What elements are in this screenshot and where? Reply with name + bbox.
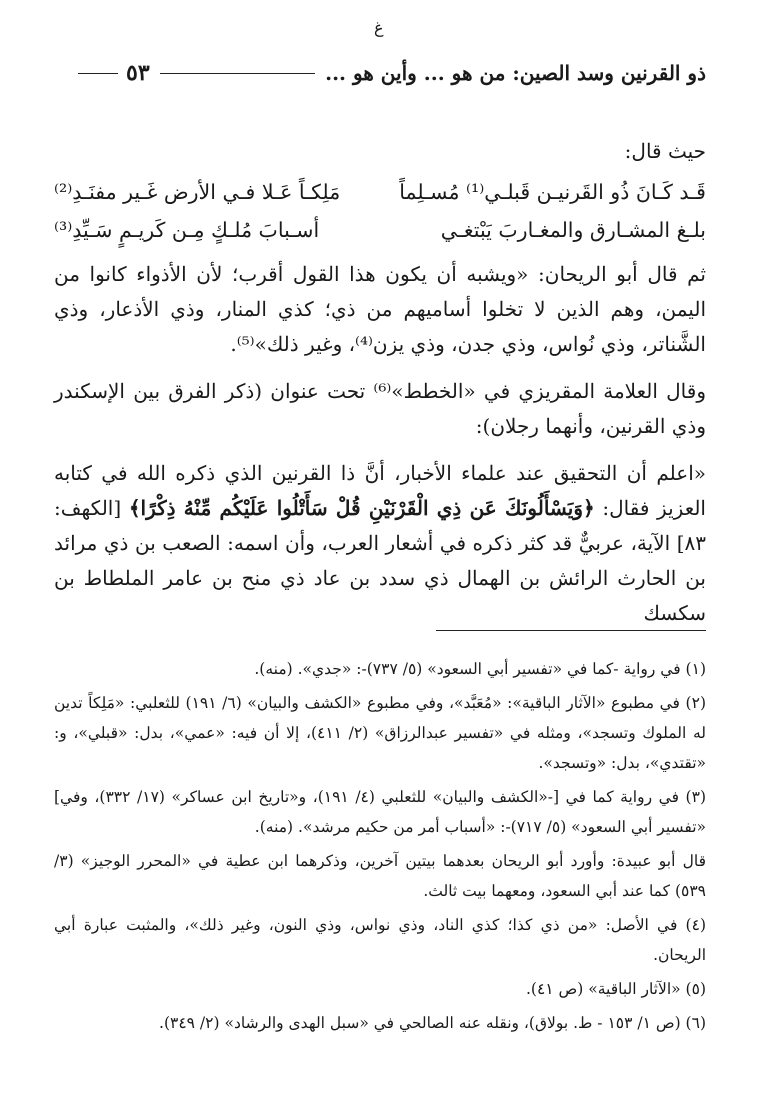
verse-line [54, 173, 706, 211]
footnote: قال أبو عبيدة: وأورد أبو الريحان بعدهما بيتين آخرين، وذكرهما ابن عطية في «المحرر الوجيز» (٣/ ٥٣٩) كما عند أبي السعود، ومعهما بيت ثالث. [54, 852, 706, 900]
footnote: (٣) في رواية كما في [-«الكشف والبيان» للثعلبي (٤/ ١٩١)، و«تاريخ ابن عساكر» (١٧/ ٣٣٢)، وفي] «تفسير أبي السعود» (٥/ ٧١٧)-: «أسباب أمر من حكيم مرشد». (منه). [54, 788, 706, 836]
header-dash [78, 73, 118, 74]
quran-verse: ﴿وَيَسْأَلُونَكَ عَن ذِي الْقَرْنَيْنِ قُلْ سَأَتْلُوا عَلَيْكُم مِّنْهُ ذِكْرًا﴾ [128, 496, 595, 520]
paragraph [54, 456, 706, 631]
footnotes [54, 654, 706, 1042]
paragraph: وقال العلامة المقريزي في «الخطط»⁽⁶⁾ تحت عنوان (ذكر الفرق بين الإسكندر وذي القرنين، وأنهما رجلان): [54, 379, 706, 438]
footnote: (٥) «الآثار الباقية» (ص ٤١). [525, 980, 706, 998]
footnote: (٢) في مطبوع «الآثار الباقية»: «مُعَبَّد»، وفي مطبوع «الكشف والبيان» (٦/ ١٩١) للثعلبي: «مَلِكاً تدين له الملوك وتسجد»، ومثله في «تفسير عبدالرزاق» (٢/ ٤١١)، إلا أن فيه: «عمي»، بدل: «قبلي»، و: «تقتدي»، بدل: «وتسجد». [54, 694, 706, 772]
paragraph: ثم قال أبو الريحان: «ويشبه أن يكون هذا القول أقرب؛ لأن الأذواء كانوا من اليمن، وهم الذين لا تخلوا أساميهم من ذي؛ كذي المنار، وذي الأذعار، وذي الشَّناتر، وذي نُواس، وذي جدن، وذي يزن⁽⁴⁾، وغير ذلك»⁽⁵⁾. [54, 262, 706, 356]
verse-first-hemistich: بلـغ المشـارق والمغـاربَ يَبْتغـي [440, 218, 706, 242]
verse-first-hemistich: قَـد كَـانَ ذُو القَرنيـن قَبلـي⁽¹⁾ مُسـلِماً [399, 180, 706, 204]
verse-second-hemistich: مَلِكـاً عَـلا فـي الأرض غَـير مفنَـدِ⁽²⁾ [54, 180, 341, 204]
footnote: (٤) في الأصل: «من ذي كذا؛ كذي الناد، وذي نواس، وذي النون، وغير ذلك»، والمثبت عبارة أبي الريحان. [54, 916, 706, 964]
page-number: ٥٣ [126, 60, 150, 86]
footnote-separator [436, 630, 706, 631]
paragraph-text: [الكهف: ٨٣] الآية، عربيٌّ قد كثر ذكره في أشعار العرب، وأن اسمه: الصعب بن ذي مرائد بن الحارث الرائش بن الهمال ذي سدد بن عاد ذي منح بن عامر الملطاط بن سكسك [54, 496, 706, 625]
footnote: (٦) (ص ١/ ١٥٣ - ط. بولاق)، ونقله عنه الصالحي في «سبل الهدى والرشاد» (٢/ ٣٤٩). [159, 1014, 706, 1032]
page-mark: ﻍ [374, 18, 384, 37]
header-rule [160, 73, 315, 74]
paragraph-text: «اعلم أن التحقيق عند علماء الأخبار، أنَّ ذا القرنين الذي ذكره الله في كتابه العزيز فقال: [54, 461, 706, 520]
intro-line: حيث قال: [624, 139, 706, 163]
main-text [54, 134, 706, 643]
running-title: ذو القرنين وسد الصين: من هو ... وأين هو ... [325, 61, 706, 85]
footnote: (١) في رواية -كما في «تفسير أبي السعود» (٥/ ٧٣٧)-: «جدي». (منه). [254, 660, 706, 678]
verse-line [54, 211, 706, 249]
verse-second-hemistich: أسـبابَ مُلـكٍ مِـن كَريـمٍ سَـيِّدِ⁽³⁾ [54, 218, 320, 242]
running-header [78, 60, 706, 86]
